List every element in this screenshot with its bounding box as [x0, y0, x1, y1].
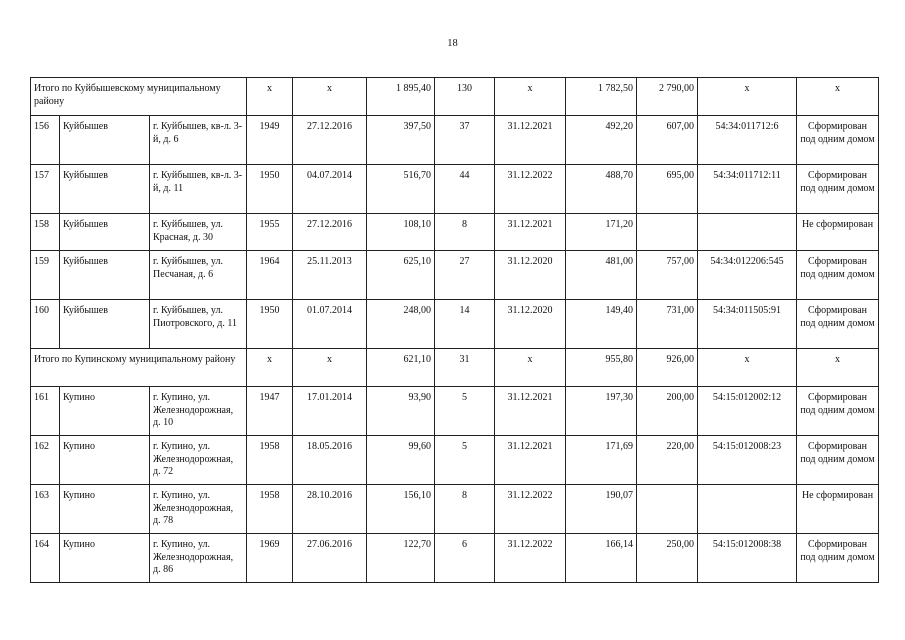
area-cell: 397,50: [367, 116, 435, 165]
address-cell: г. Куйбышев, ул. Красная, д. 30: [150, 214, 247, 251]
land-cell: [637, 485, 698, 534]
area-cell: 492,20: [566, 116, 637, 165]
total-cell: 1 782,50: [566, 78, 637, 116]
district-total-row: [31, 349, 879, 387]
area-cell: 190,07: [566, 485, 637, 534]
address-cell: г. Куйбышев, ул. Пиотровского, д. 11: [150, 300, 247, 349]
cadastral-cell: [698, 485, 797, 534]
total-cell: 2 790,00: [637, 78, 698, 116]
land-cell: 200,00: [637, 387, 698, 436]
date-cell: 31.12.2021: [495, 214, 566, 251]
area-cell: 99,60: [367, 436, 435, 485]
date-cell: 31.12.2022: [495, 485, 566, 534]
year-cell: 1949: [247, 116, 293, 165]
year-cell: 1958: [247, 485, 293, 534]
land-cell: 731,00: [637, 300, 698, 349]
total-cell: 130: [435, 78, 495, 116]
status-cell: Сформирован под одним домом: [797, 116, 879, 165]
table-row: [31, 214, 879, 251]
residents-cell: 14: [435, 300, 495, 349]
area-cell: 122,70: [367, 534, 435, 583]
area-cell: 488,70: [566, 165, 637, 214]
year-cell: 1947: [247, 387, 293, 436]
total-cell: x: [247, 78, 293, 116]
row-number: 158: [31, 214, 60, 251]
area-cell: 166,14: [566, 534, 637, 583]
area-cell: 625,10: [367, 251, 435, 300]
table-row: [31, 251, 879, 300]
date-cell: 31.12.2021: [495, 116, 566, 165]
date-cell: 31.12.2022: [495, 534, 566, 583]
total-label: Итого по Куйбышевскому муниципальному району: [31, 78, 247, 116]
status-cell: Сформирован под одним домом: [797, 534, 879, 583]
row-number: 159: [31, 251, 60, 300]
total-cell: 621,10: [367, 349, 435, 387]
area-cell: 481,00: [566, 251, 637, 300]
land-cell: [637, 214, 698, 251]
year-cell: 1958: [247, 436, 293, 485]
area-cell: 171,20: [566, 214, 637, 251]
table-row: [31, 387, 879, 436]
residents-cell: 5: [435, 436, 495, 485]
status-cell: Сформирован под одним домом: [797, 436, 879, 485]
settlement-cell: Куйбышев: [60, 165, 150, 214]
cadastral-cell: 54:34:012206:545: [698, 251, 797, 300]
total-cell: x: [698, 78, 797, 116]
table-row: [31, 436, 879, 485]
date-cell: 31.12.2021: [495, 436, 566, 485]
date-cell: 27.12.2016: [293, 116, 367, 165]
total-cell: x: [797, 349, 879, 387]
address-cell: г. Купино, ул. Железнодорожная, д. 86: [150, 534, 247, 583]
area-cell: 197,30: [566, 387, 637, 436]
residents-cell: 8: [435, 485, 495, 534]
cadastral-cell: 54:34:011712:6: [698, 116, 797, 165]
status-cell: Сформирован под одним домом: [797, 300, 879, 349]
date-cell: 01.07.2014: [293, 300, 367, 349]
table-row: [31, 534, 879, 583]
land-cell: 757,00: [637, 251, 698, 300]
address-cell: г. Купино, ул. Железнодорожная, д. 72: [150, 436, 247, 485]
total-cell: 1 895,40: [367, 78, 435, 116]
total-cell: 955,80: [566, 349, 637, 387]
total-cell: x: [797, 78, 879, 116]
date-cell: 25.11.2013: [293, 251, 367, 300]
cadastral-cell: 54:34:011712:11: [698, 165, 797, 214]
address-cell: г. Куйбышев, кв-л. 3-й, д. 6: [150, 116, 247, 165]
total-cell: x: [698, 349, 797, 387]
cadastral-cell: 54:15:012008:23: [698, 436, 797, 485]
address-cell: г. Куйбышев, ул. Песчаная, д. 6: [150, 251, 247, 300]
address-cell: г. Купино, ул. Железнодорожная, д. 10: [150, 387, 247, 436]
area-cell: 248,00: [367, 300, 435, 349]
row-number: 161: [31, 387, 60, 436]
status-cell: Не сформирован: [797, 214, 879, 251]
cadastral-cell: 54:15:012008:38: [698, 534, 797, 583]
year-cell: 1964: [247, 251, 293, 300]
cadastral-cell: [698, 214, 797, 251]
status-cell: Сформирован под одним домом: [797, 165, 879, 214]
year-cell: 1969: [247, 534, 293, 583]
land-cell: 220,00: [637, 436, 698, 485]
status-cell: Сформирован под одним домом: [797, 387, 879, 436]
total-cell: x: [293, 78, 367, 116]
total-cell: x: [247, 349, 293, 387]
total-cell: x: [495, 349, 566, 387]
land-cell: 250,00: [637, 534, 698, 583]
settlement-cell: Куйбышев: [60, 214, 150, 251]
table-row: [31, 300, 879, 349]
settlement-cell: Купино: [60, 485, 150, 534]
area-cell: 108,10: [367, 214, 435, 251]
status-cell: Не сформирован: [797, 485, 879, 534]
year-cell: 1950: [247, 300, 293, 349]
date-cell: 17.01.2014: [293, 387, 367, 436]
land-cell: 607,00: [637, 116, 698, 165]
date-cell: 31.12.2020: [495, 251, 566, 300]
address-cell: г. Купино, ул. Железнодорожная, д. 78: [150, 485, 247, 534]
year-cell: 1955: [247, 214, 293, 251]
area-cell: 171,69: [566, 436, 637, 485]
total-cell: x: [495, 78, 566, 116]
row-number: 164: [31, 534, 60, 583]
row-number: 157: [31, 165, 60, 214]
date-cell: 28.10.2016: [293, 485, 367, 534]
date-cell: 27.12.2016: [293, 214, 367, 251]
settlement-cell: Куйбышев: [60, 116, 150, 165]
settlement-cell: Купино: [60, 436, 150, 485]
row-number: 163: [31, 485, 60, 534]
row-number: 160: [31, 300, 60, 349]
row-number: 156: [31, 116, 60, 165]
date-cell: 27.06.2016: [293, 534, 367, 583]
status-cell: Сформирован под одним домом: [797, 251, 879, 300]
total-cell: 31: [435, 349, 495, 387]
table-row: [31, 485, 879, 534]
residents-cell: 37: [435, 116, 495, 165]
cadastral-cell: 54:34:011505:91: [698, 300, 797, 349]
address-cell: г. Куйбышев, кв-л. 3-й, д. 11: [150, 165, 247, 214]
area-cell: 93,90: [367, 387, 435, 436]
total-cell: x: [293, 349, 367, 387]
residents-cell: 44: [435, 165, 495, 214]
total-cell: 926,00: [637, 349, 698, 387]
area-cell: 156,10: [367, 485, 435, 534]
residents-cell: 8: [435, 214, 495, 251]
row-number: 162: [31, 436, 60, 485]
total-label: Итого по Купинскому муниципальному району: [31, 349, 247, 387]
date-cell: 31.12.2022: [495, 165, 566, 214]
date-cell: 31.12.2021: [495, 387, 566, 436]
residents-cell: 27: [435, 251, 495, 300]
settlement-cell: Куйбышев: [60, 251, 150, 300]
settlement-cell: Куйбышев: [60, 300, 150, 349]
table-row: [31, 116, 879, 165]
table-row: [31, 165, 879, 214]
cadastral-cell: 54:15:012002:12: [698, 387, 797, 436]
date-cell: 04.07.2014: [293, 165, 367, 214]
year-cell: 1950: [247, 165, 293, 214]
residents-cell: 6: [435, 534, 495, 583]
area-cell: 149,40: [566, 300, 637, 349]
residents-cell: 5: [435, 387, 495, 436]
settlement-cell: Купино: [60, 534, 150, 583]
settlement-cell: Купино: [60, 387, 150, 436]
district-total-row: [31, 78, 879, 116]
page-number: 18: [447, 38, 458, 49]
date-cell: 18.05.2016: [293, 436, 367, 485]
area-cell: 516,70: [367, 165, 435, 214]
housing-registry-table: [30, 77, 879, 583]
land-cell: 695,00: [637, 165, 698, 214]
date-cell: 31.12.2020: [495, 300, 566, 349]
